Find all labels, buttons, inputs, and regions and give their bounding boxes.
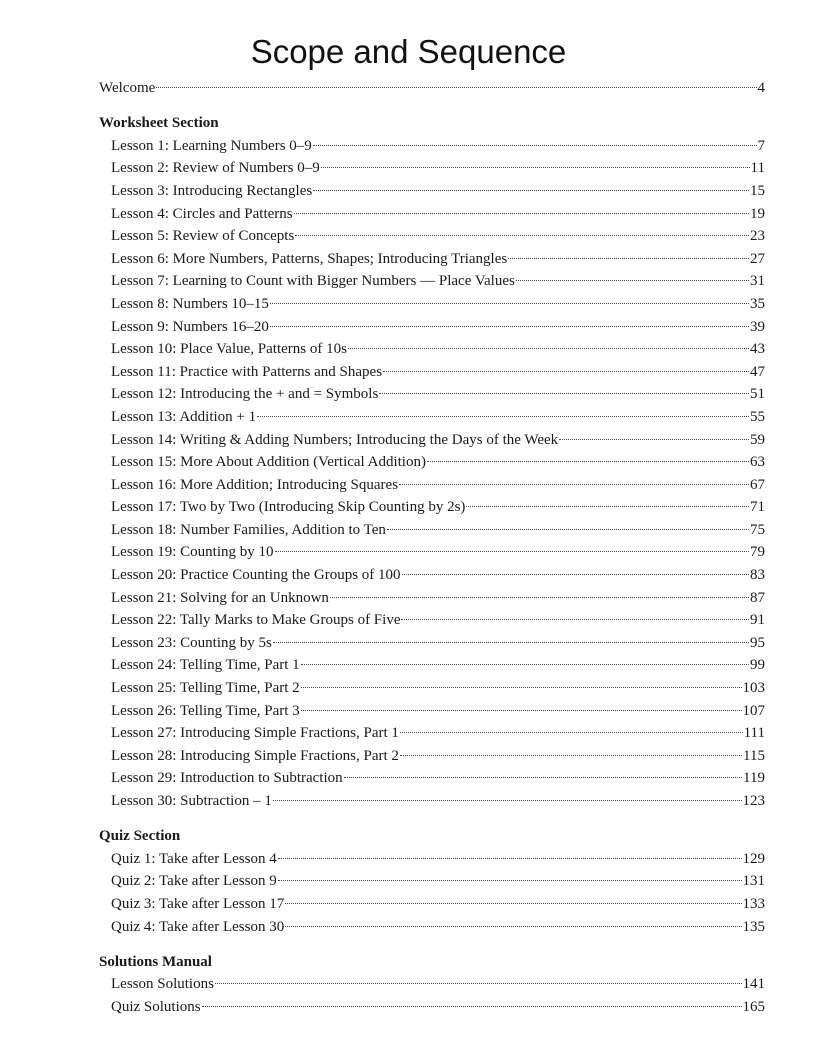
toc-entry-label: Lesson 15: More About Addition (Vertical Addition) bbox=[111, 454, 426, 471]
toc-entry-page: 75 bbox=[750, 521, 765, 538]
toc-entry bbox=[99, 996, 765, 1019]
dot-leader bbox=[516, 280, 749, 281]
dot-leader bbox=[285, 903, 741, 904]
dot-leader bbox=[285, 926, 741, 927]
toc-entry-label: Lesson 9: Numbers 16–20 bbox=[111, 318, 269, 335]
toc-entry bbox=[99, 270, 765, 293]
toc-entry-label: Welcome bbox=[99, 80, 156, 96]
toc-entry-page: 99 bbox=[750, 657, 765, 674]
toc-entry-label: Lesson 26: Telling Time, Part 3 bbox=[111, 702, 300, 719]
toc-entry bbox=[99, 654, 765, 677]
toc-entry bbox=[99, 848, 765, 871]
toc-entry bbox=[99, 383, 765, 406]
toc-entry-page: 71 bbox=[750, 499, 765, 516]
toc-entry-page: 135 bbox=[742, 918, 765, 935]
toc-entry-page: 47 bbox=[750, 363, 765, 380]
toc-entry-label: Lesson 23: Counting by 5s bbox=[111, 634, 272, 651]
toc-entry-page: 123 bbox=[742, 793, 765, 809]
toc-entry bbox=[99, 316, 765, 339]
toc-entry bbox=[99, 677, 765, 700]
toc-entry-page: 23 bbox=[750, 228, 765, 245]
quiz-list bbox=[99, 848, 765, 938]
toc-entry bbox=[99, 293, 765, 316]
toc-entry-page: 87 bbox=[750, 589, 765, 606]
toc-entry-label: Lesson 28: Introducing Simple Fractions, Part 2 bbox=[111, 747, 399, 764]
dot-leader bbox=[313, 145, 757, 146]
toc-entry-label: Quiz 3: Take after Lesson 17 bbox=[111, 895, 285, 912]
section-heading-worksheet: Worksheet Section bbox=[99, 115, 219, 132]
dot-leader bbox=[330, 597, 749, 598]
dot-leader bbox=[344, 777, 742, 778]
toc-entry bbox=[99, 700, 765, 723]
dot-leader bbox=[508, 258, 749, 259]
toc-entry-label: Quiz 1: Take after Lesson 4 bbox=[111, 850, 277, 867]
toc-entry-label: Lesson 5: Review of Concepts bbox=[111, 228, 295, 245]
toc-entry-label: Lesson 1: Learning Numbers 0–9 bbox=[111, 137, 312, 154]
toc-entry bbox=[99, 338, 765, 361]
dot-leader bbox=[400, 755, 742, 756]
toc-entry-label: Lesson 25: Telling Time, Part 2 bbox=[111, 680, 300, 697]
toc-entry bbox=[99, 790, 765, 813]
toc-entry bbox=[99, 632, 765, 655]
toc-entry bbox=[99, 541, 765, 564]
dot-leader bbox=[295, 235, 749, 236]
toc-entry bbox=[99, 496, 765, 519]
toc-entry bbox=[99, 157, 765, 180]
toc-entry-page: 115 bbox=[743, 747, 765, 764]
toc-entry-page: 83 bbox=[750, 567, 765, 584]
dot-leader bbox=[202, 1006, 742, 1007]
toc-entry-page: 91 bbox=[750, 612, 765, 629]
toc-entry bbox=[99, 361, 765, 384]
toc-entry-label: Lesson 20: Practice Counting the Groups of 100 bbox=[111, 567, 401, 584]
toc-entry-page: 31 bbox=[750, 273, 765, 290]
toc-entry bbox=[99, 587, 765, 610]
toc-entry-label: Lesson Solutions bbox=[111, 976, 214, 993]
toc-entry-page: 165 bbox=[742, 998, 765, 1015]
toc-entry-label: Lesson 13: Addition + 1 bbox=[111, 408, 257, 425]
toc-entry-page: 67 bbox=[750, 476, 765, 493]
dot-leader bbox=[400, 732, 743, 733]
toc-entry-label: Lesson 27: Introducing Simple Fractions, Part 1 bbox=[111, 725, 399, 742]
dot-leader bbox=[278, 858, 742, 859]
dot-leader bbox=[559, 439, 749, 440]
toc-entry-page: 111 bbox=[743, 725, 765, 742]
toc-entry-page: 133 bbox=[742, 895, 765, 912]
toc-entry-label: Lesson 21: Solving for an Unknown bbox=[111, 589, 329, 606]
toc-entry bbox=[99, 248, 765, 271]
toc-entry bbox=[99, 893, 765, 916]
section-heading-solutions: Solutions Manual bbox=[99, 953, 212, 970]
toc-entry-label: Lesson 30: Subtraction – 1 bbox=[111, 793, 272, 809]
toc-entry bbox=[99, 451, 765, 474]
toc-entry-label: Lesson 2: Review of Numbers 0–9 bbox=[111, 160, 320, 177]
solutions-list bbox=[99, 973, 765, 1018]
toc-entry-label: Lesson 18: Number Families, Addition to Ten bbox=[111, 521, 386, 538]
toc-entry-page: 141 bbox=[742, 976, 765, 993]
toc-entry-page: 55 bbox=[750, 408, 765, 425]
toc-entry bbox=[99, 429, 765, 452]
toc-entry bbox=[99, 180, 765, 203]
dot-leader bbox=[313, 190, 749, 191]
toc-entry-page: 131 bbox=[742, 873, 765, 890]
toc-entry-label: Lesson 4: Circles and Patterns bbox=[111, 205, 293, 222]
toc-entry-page: 51 bbox=[750, 386, 765, 403]
toc-entry-page: 35 bbox=[750, 295, 765, 312]
toc-entry-label: Lesson 6: More Numbers, Patterns, Shapes; Introducing Triangles bbox=[111, 250, 508, 267]
dot-leader bbox=[321, 167, 750, 168]
toc-entry bbox=[99, 135, 765, 158]
toc-entry-page: 15 bbox=[750, 182, 765, 199]
toc-entry-label: Lesson 17: Two by Two (Introducing Skip Counting by 2s) bbox=[111, 499, 466, 516]
toc-entry bbox=[99, 203, 765, 226]
toc-entry bbox=[99, 745, 765, 768]
toc-entry-page: 107 bbox=[742, 702, 765, 719]
toc-entry-page: 43 bbox=[750, 341, 765, 358]
toc-entry bbox=[99, 870, 765, 893]
toc-entry-page: 129 bbox=[742, 850, 765, 867]
toc-entry-label: Lesson 7: Learning to Count with Bigger Numbers — Place Values bbox=[111, 273, 515, 290]
dot-leader bbox=[273, 800, 742, 801]
dot-leader bbox=[215, 983, 742, 984]
toc-entry-label: Lesson 3: Introducing Rectangles bbox=[111, 182, 313, 199]
dot-leader bbox=[156, 87, 756, 88]
section-heading-quiz: Quiz Section bbox=[99, 828, 181, 845]
toc-entry bbox=[99, 519, 765, 542]
toc-entry-page: 4 bbox=[757, 80, 765, 96]
dot-leader bbox=[399, 484, 749, 485]
dot-leader bbox=[278, 880, 742, 881]
dot-leader bbox=[257, 416, 749, 417]
toc-entry-page: 119 bbox=[743, 770, 765, 787]
worksheet-list bbox=[99, 135, 765, 813]
toc-entry-page: 79 bbox=[750, 544, 765, 561]
table-of-contents bbox=[99, 77, 765, 1019]
toc-entry-page: 27 bbox=[750, 250, 765, 267]
dot-leader bbox=[427, 461, 749, 462]
toc-entry bbox=[99, 609, 765, 632]
dot-leader bbox=[466, 506, 749, 507]
toc-entry-page: 59 bbox=[750, 431, 765, 448]
toc-entry-label: Lesson 14: Writing & Adding Numbers; Introducing the Days of the Week bbox=[111, 431, 559, 448]
toc-entry-label: Lesson 10: Place Value, Patterns of 10s bbox=[111, 341, 347, 358]
toc-entry-page: 7 bbox=[757, 137, 765, 154]
dot-leader bbox=[379, 393, 749, 394]
toc-entry-page: 39 bbox=[750, 318, 765, 335]
dot-leader bbox=[383, 371, 749, 372]
toc-entry bbox=[99, 225, 765, 248]
toc-entry-label: Lesson 8: Numbers 10–15 bbox=[111, 295, 269, 312]
toc-entry bbox=[99, 916, 765, 939]
toc-entry-label: Quiz 4: Take after Lesson 30 bbox=[111, 918, 285, 935]
toc-entry-label: Lesson 24: Telling Time, Part 1 bbox=[111, 657, 300, 674]
dot-leader bbox=[301, 710, 742, 711]
dot-leader bbox=[387, 529, 749, 530]
toc-entry-label: Lesson 12: Introducing the + and = Symbols bbox=[111, 386, 379, 403]
dot-leader bbox=[270, 326, 749, 327]
dot-leader bbox=[275, 551, 749, 552]
toc-entry bbox=[99, 722, 765, 745]
toc-entry-page: 11 bbox=[750, 160, 765, 177]
toc-entry bbox=[99, 406, 765, 429]
dot-leader bbox=[301, 687, 742, 688]
dot-leader bbox=[401, 619, 749, 620]
toc-entry-label: Quiz Solutions bbox=[111, 998, 201, 1015]
dot-leader bbox=[270, 303, 749, 304]
toc-entry-label: Lesson 29: Introduction to Subtraction bbox=[111, 770, 343, 787]
toc-entry-label: Quiz 2: Take after Lesson 9 bbox=[111, 873, 277, 890]
toc-entry-page: 103 bbox=[742, 680, 765, 697]
toc-entry-page: 95 bbox=[750, 634, 765, 651]
toc-entry-label: Lesson 22: Tally Marks to Make Groups of Five bbox=[111, 612, 401, 629]
toc-entry bbox=[99, 973, 765, 996]
dot-leader bbox=[348, 348, 749, 349]
toc-entry-page: 19 bbox=[750, 205, 765, 222]
dot-leader bbox=[273, 642, 749, 643]
toc-entry-welcome bbox=[99, 77, 765, 100]
toc-entry bbox=[99, 564, 765, 587]
page-title: Scope and Sequence bbox=[250, 33, 567, 70]
toc-entry-label: Lesson 11: Practice with Patterns and Shapes bbox=[111, 363, 383, 380]
toc-entry-label: Lesson 16: More Addition; Introducing Squares bbox=[111, 476, 399, 493]
toc-entry-page: 63 bbox=[750, 454, 765, 471]
toc-entry bbox=[99, 474, 765, 497]
toc-entry-label: Lesson 19: Counting by 10 bbox=[111, 544, 274, 561]
toc-entry bbox=[99, 767, 765, 790]
dot-leader bbox=[294, 213, 749, 214]
dot-leader bbox=[402, 574, 749, 575]
dot-leader bbox=[301, 664, 749, 665]
